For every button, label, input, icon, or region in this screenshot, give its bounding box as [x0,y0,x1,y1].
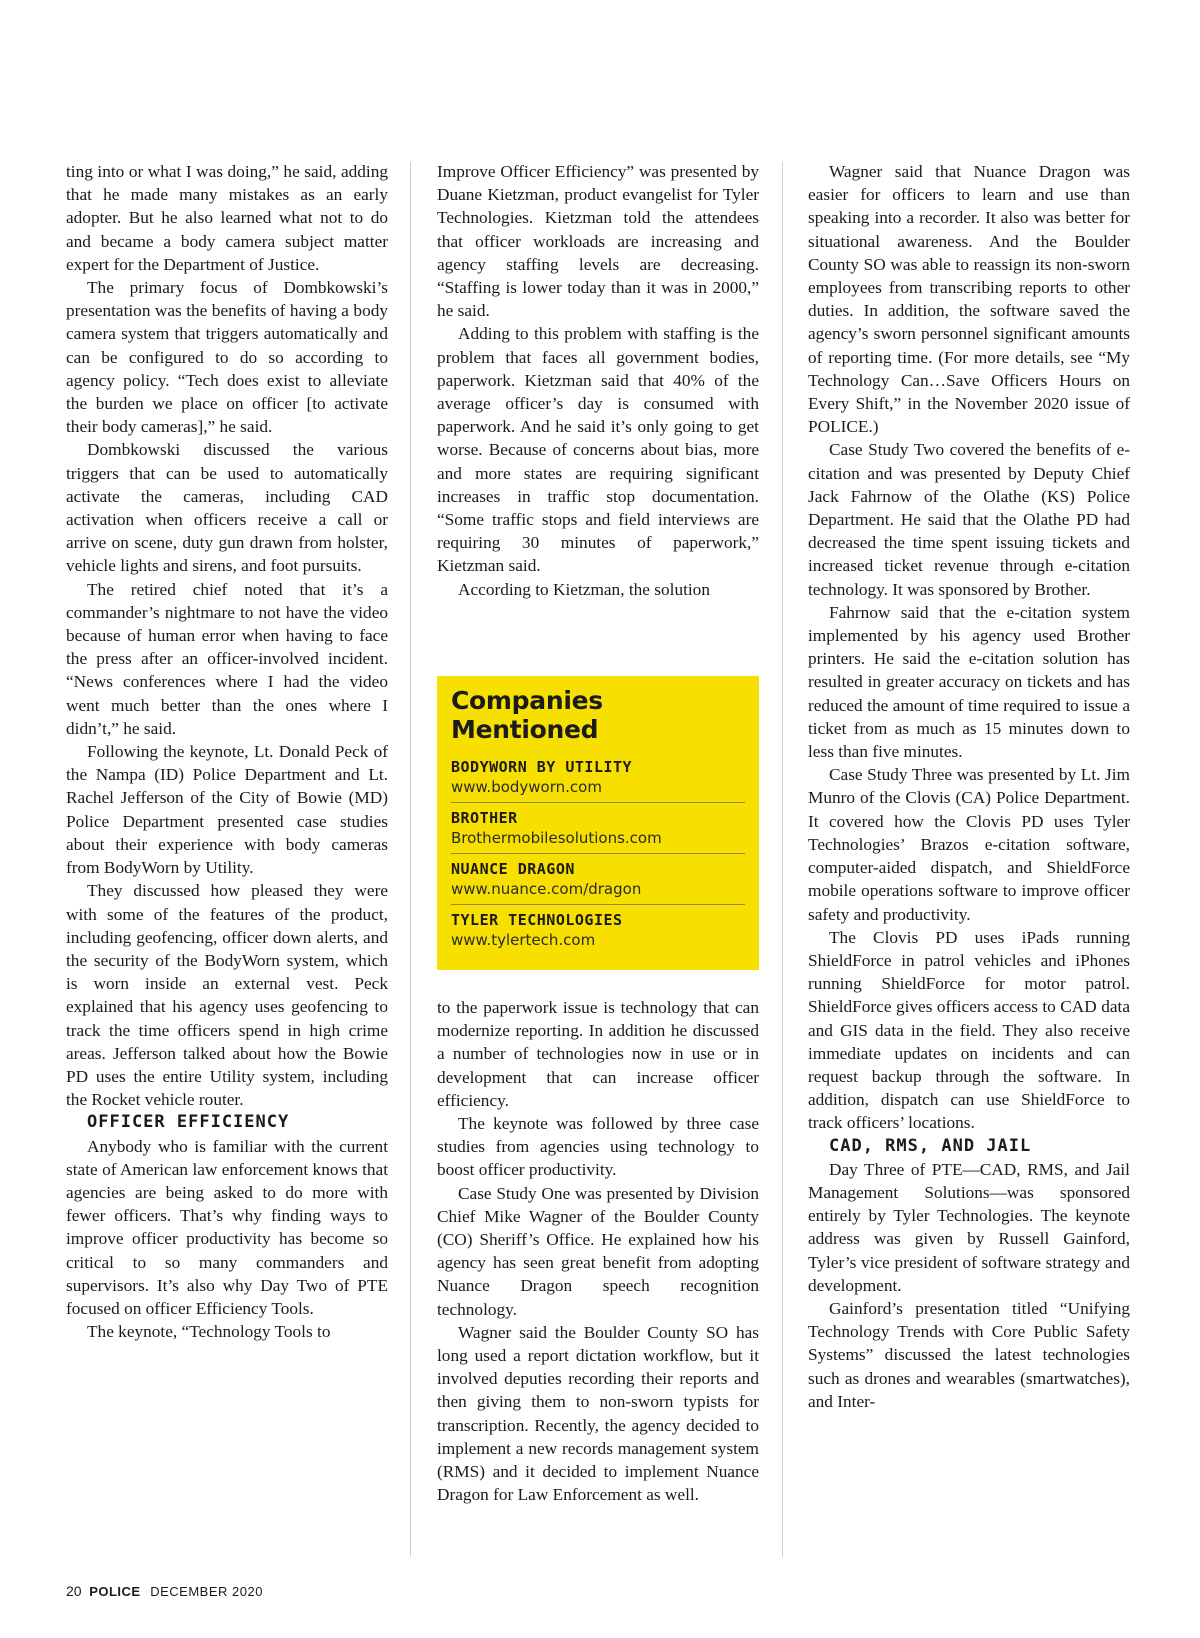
paragraph: Following the keynote, Lt. Donald Peck of the Nampa (ID) Police Department and Lt. Rachel Jefferson of the City of Bowie (MD) Police Department presented case studies about their experience with body cameras from BodyWorn by Utility. [66,742,388,878]
section-heading-officer-efficiency: OFFICER EFFICIENCY [87,1112,290,1133]
company-entry [451,752,745,803]
paragraph: The retired chief noted that it’s a commander’s nightmare to not have the video because of human error when having to face the press after an officer-involved incident. “News conferences where I had the video went much better than the ones where I didn’t,” he said. [66,579,388,738]
company-url: www.tylertech.com [451,931,596,949]
paragraph: Gainford’s presentation titled “Unifying Technology Trends with Core Public Safety Systems” discussed the latest technologies such as drones and wearables (smartwatches), and Inter- [808,1298,1130,1411]
company-name: NUANCE DRAGON [451,860,575,878]
company-entry [451,854,745,905]
article-column-2-bottom [437,996,759,1506]
paragraph: Fahrnow said that the e-citation system implemented by his agency used Brother printers. He said the e-citation solution has resulted in greater accuracy on tickets and has reduced the amount of time required to issue a ticket from as much as 15 minutes down to less than five minutes. [808,602,1130,762]
article-column-2-top [437,160,759,601]
magazine-name: POLICE [89,1584,141,1599]
article-column-1 [66,160,388,1343]
paragraph: Anybody who is familiar with the current state of American law enforcement knows that agencies are being asked to do more with fewer officers. That’s why finding ways to improve officer productivity has become so critical to so many commanders and supervisors. It’s also why Day Two of PTE focused on officer Efficiency Tools. [66,1136,388,1318]
paragraph: Adding to this problem with staffing is the problem that faces all government bodies, paperwork. Kietzman said that 40% of the average officer’s day is consumed with paperwork. And he said it’s only going to get worse. Because of concerns about bias, more and more states are requiring significant increases in traffic stop documentation. “Some traffic stops and field interviews are requiring 30 minutes of paperwork,” Kietzman said. [437,324,759,576]
section-heading-cad-rms-jail: CAD, RMS, AND JAIL [829,1135,1032,1156]
column-divider [410,162,411,1557]
companies-mentioned-box [437,676,759,970]
paragraph: The primary focus of Dombkowski’s presentation was the benefits of having a body camera system that triggers automatically and can be configured to do so according to agency policy. “Tech does exist to alleviate the burden we place on officer [to activate their body cameras],” he said. [66,278,388,437]
paragraph: According to Kietzman, the solution [458,579,710,599]
sidebar-title: Companies Mentioned [451,686,603,744]
page-footer [66,1583,263,1599]
company-entry [451,803,745,854]
paragraph: Case Study One was presented by Division Chief Mike Wagner of the Boulder County (CO) Sheriff’s Office. He explained how his agency has seen great benefit from adopting Nuance Dragon speech recognition technology. [437,1183,759,1319]
paragraph: The keynote, “Technology Tools to [87,1322,331,1342]
paragraph: Case Study Three was presented by Lt. Jim Munro of the Clovis (CA) Police Department. It covered how the Clovis PD uses Tyler Technologies’ Brazos e-citation software, computer-aided dispatch, and ShieldForce mobile operations software to improve officer safety and productivity. [808,765,1130,924]
issue-date: DECEMBER 2020 [150,1584,263,1599]
page-number: 20 [66,1583,82,1599]
paragraph: Case Study Two covered the benefits of e-citation and was presented by Deputy Chief Jack Fahrnow of the Olathe (KS) Police Department. He said that the Olathe PD had decreased the time spent issuing tickets and increased ticket revenue through e-citation technology. It was sponsored by Brother. [808,440,1130,599]
paragraph: Dombkowski discussed the various triggers that can be used to automatically activate the cameras, including CAD activation when officers receive a call or arrive on scene, duty gun drawn from holster, vehicle lights and sirens, and foot pursuits. [66,440,388,576]
article-column-3 [808,160,1130,1413]
paragraph: They discussed how pleased they were with some of the features of the product, including geofencing, officer down alerts, and the security of the BodyWorn system, which is worn inside an external vest. Peck explained that his agency uses geofencing to track the time officers spend in high crime areas. Jefferson talked about how the Bowie PD uses the entire Utility system, including the Rocket vehicle router. [66,881,388,1110]
company-url: www.bodyworn.com [451,778,602,796]
company-name: BODYWORN BY UTILITY [451,758,633,776]
company-url: www.nuance.com/dragon [451,880,642,898]
column-divider [782,162,783,1557]
paragraph: ting into or what I was doing,” he said, adding that he made many mistakes as an early adopter. But he also learned what not to do and became a body camera subject matter expert for the Department of Justice. [66,162,388,274]
company-entry [451,905,745,955]
paragraph: Wagner said that Nuance Dragon was easier for officers to learn and use than speaking into a recorder. It also was better for situational awareness. And the Boulder County SO was able to reassign its non-sworn employees from transcribing reports to other duties. In addition, the software saved the agency’s sworn personnel significant amounts of reporting time. (For more details, see “My Technology Can…Save Officers Hours on Every Shift,” in the November 2020 issue of POLICE.) [808,162,1130,437]
paragraph: to the paperwork issue is technology that can modernize reporting. In addition he discussed a number of technologies now in use or in development that can increase officer efficiency. [437,998,759,1110]
paragraph: The keynote was followed by three case studies from agencies using technology to boost officer productivity. [437,1114,759,1180]
paragraph: Wagner said the Boulder County SO has long used a report dictation workflow, but it involved deputies recording their reports and then giving them to non-sworn typists for transcription. Recently, the agency decided to implement a new records management system (RMS) and it decided to implement Nuance Dragon for Law Enforcement as well. [437,1322,759,1505]
paragraph: Improve Officer Efficiency” was presented by Duane Kietzman, product evangelist for Tyler Technologies. Kietzman told the attendees that officer workloads are increasing and agency staffing levels are decreasing. “Staffing is lower today than it was in 2000,” he said. [437,162,759,321]
company-name: TYLER TECHNOLOGIES [451,911,623,929]
paragraph: The Clovis PD uses iPads running ShieldForce in patrol vehicles and iPhones running ShieldForce for motor patrol. ShieldForce gives officers access to CAD data and GIS data in the field. They also receive immediate updates on incidents and can request backup through the software. In addition, dispatch can use ShieldForce to track officers’ locations. [808,927,1130,1133]
company-url: Brothermobilesolutions.com [451,829,662,847]
paragraph: Day Three of PTE—CAD, RMS, and Jail Management Solutions—was sponsored entirely by Tyler Technologies. The keynote address was given by Russell Gainford, Tyler’s vice president of software strategy and development. [808,1159,1130,1295]
company-name: BROTHER [451,809,518,827]
